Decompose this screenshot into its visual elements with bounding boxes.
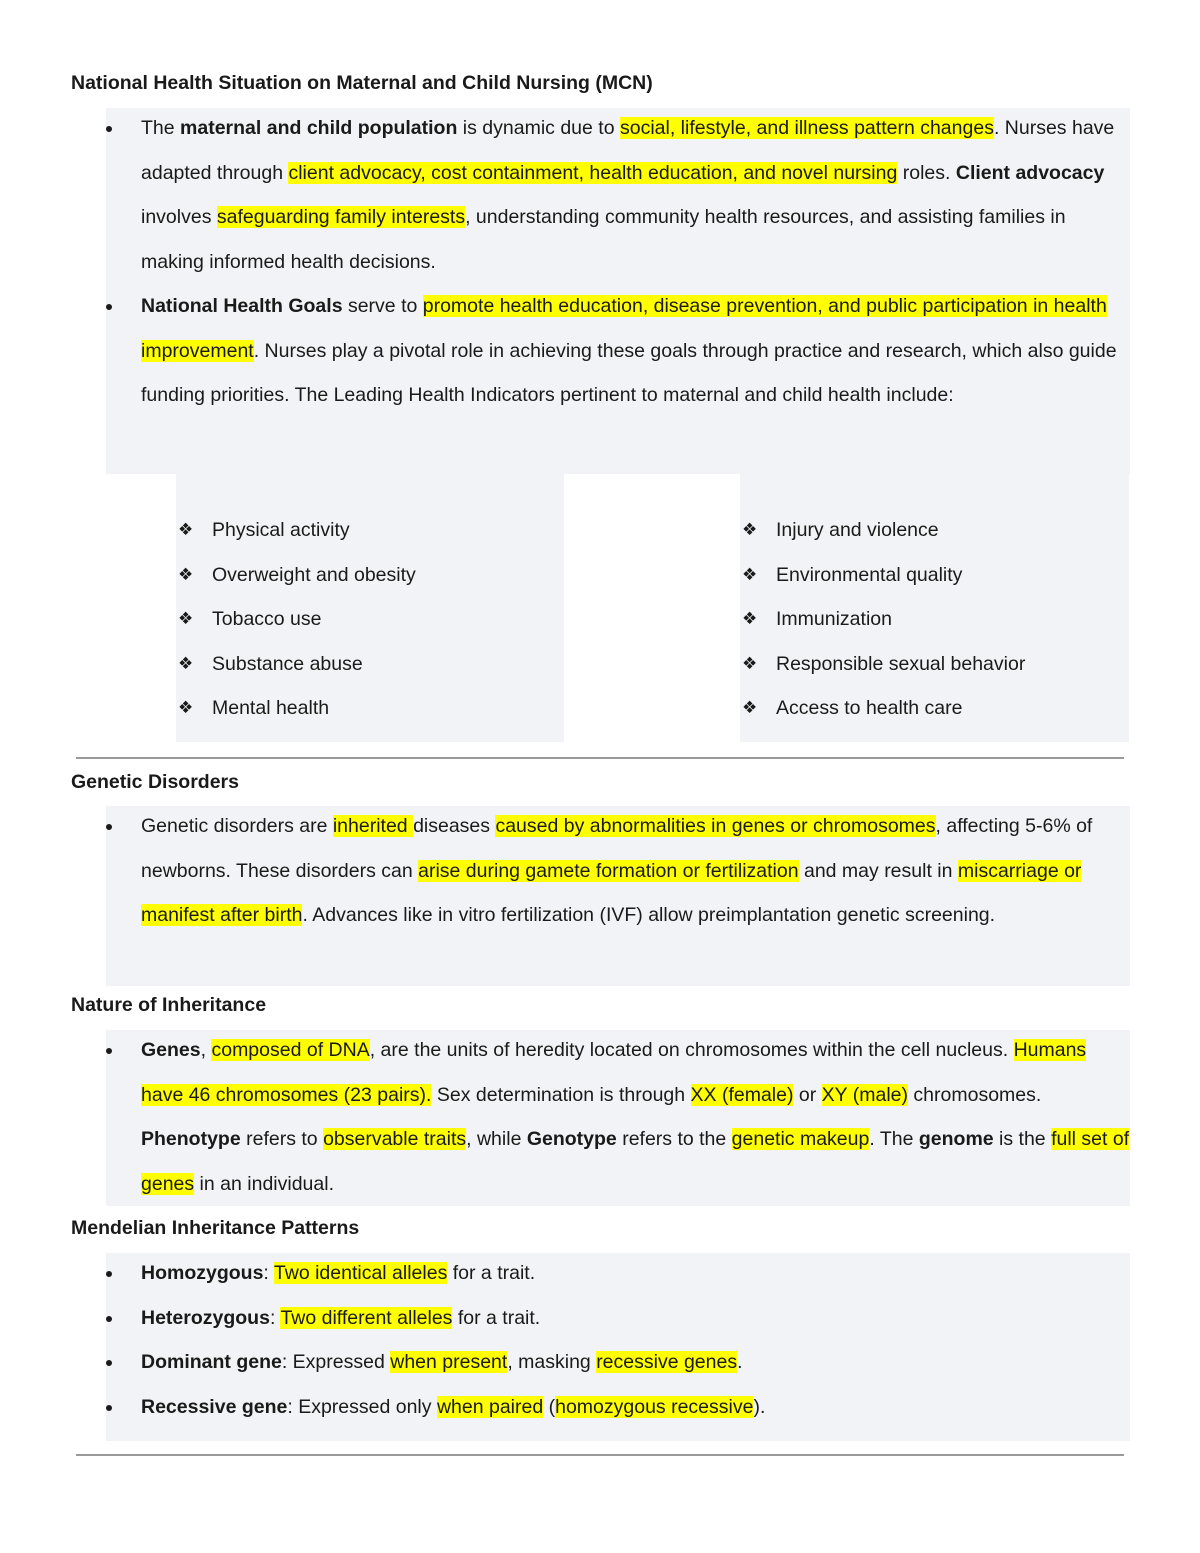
highlighted-text: homozygous recessive — [555, 1395, 754, 1418]
diamond-bullet-icon: ❖ — [178, 609, 194, 629]
text-run: . Nurses play a pivotal role in achieving these goals through practice and research, which also guide funding priorities. The Leading Health Indicators pertinent to maternal and child health include: — [141, 339, 1117, 407]
indicator-label: Immunization — [776, 608, 892, 631]
text-run: , affecting 5-6% of newborns. These disorders can — [141, 815, 1093, 882]
paragraph-mcn-population — [141, 106, 1131, 284]
highlighted-text: caused by abnormalities in genes or chromosomes — [495, 815, 936, 837]
text-run: is dynamic due to — [457, 117, 620, 139]
diamond-bullet-icon: ❖ — [178, 698, 194, 718]
diamond-bullet-icon: ❖ — [178, 653, 194, 673]
indicator-label: Overweight and obesity — [212, 563, 416, 586]
text-run: . Advances like in vitro fertilization (IVF) allow preimplantation genetic screening. — [302, 904, 996, 927]
text-run: . Nurses have adapted through — [141, 117, 1115, 184]
text-run: , masking — [507, 1351, 597, 1374]
mendelian-item — [141, 1251, 1131, 1296]
text-run: , understanding community health resources, and assisting families in making informed health decisions. — [141, 206, 1066, 273]
indicator-label: Environmental quality — [776, 563, 963, 586]
bold-term: Homozygous — [141, 1262, 264, 1284]
diamond-bullet-icon: ❖ — [742, 564, 758, 584]
text-run: : Expressed only — [287, 1395, 437, 1418]
highlighted-text: genetic makeup — [731, 1128, 870, 1151]
highlighted-text: safeguarding family interests — [216, 206, 466, 229]
section-divider — [76, 1454, 1124, 1456]
bold-term: genome — [918, 1128, 994, 1151]
paragraph-nature-of-inheritance — [141, 1028, 1131, 1206]
bold-term: Genotype — [526, 1128, 617, 1151]
text-run: : — [263, 1262, 274, 1284]
bullet-dot — [106, 1316, 112, 1322]
text-run: is the — [993, 1128, 1052, 1151]
paragraph-national-health-goals — [141, 284, 1131, 418]
bullet-dot — [106, 1405, 112, 1411]
indicator-label: Substance abuse — [212, 652, 363, 675]
indicator-label: Physical activity — [212, 519, 350, 541]
heading-national-health-situation: National Health Situation on Maternal and Child Nursing (MCN) — [71, 72, 653, 94]
highlighted-text: client advocacy, cost containment, health education, and novel nursing — [288, 161, 898, 184]
diamond-bullet-icon: ❖ — [178, 564, 194, 584]
mendelian-item — [141, 1296, 1131, 1341]
heading-mendelian-inheritance: Mendelian Inheritance Patterns — [71, 1217, 360, 1239]
text-run: for a trait. — [452, 1306, 541, 1329]
bold-term: Genes — [141, 1039, 201, 1061]
diamond-bullet-icon: ❖ — [742, 609, 758, 629]
bold-term: National Health Goals — [141, 295, 343, 317]
bullet-dot — [106, 1048, 112, 1054]
text-run: Genetic disorders are — [141, 815, 333, 837]
bullet-dot — [106, 304, 112, 310]
text-run: diseases — [413, 815, 496, 837]
paragraph-genetic-disorders — [141, 804, 1131, 938]
highlighted-text: XY (male) — [821, 1083, 909, 1106]
section-divider — [76, 757, 1124, 759]
text-run: ( — [543, 1395, 556, 1418]
highlighted-text: miscarriage or manifest after birth — [141, 859, 1082, 927]
bullet-dot — [106, 824, 112, 830]
text-run: : Expressed — [281, 1351, 391, 1374]
text-run: or — [793, 1083, 822, 1106]
text-run: : — [269, 1306, 281, 1329]
highlighted-text: recessive genes — [596, 1351, 738, 1374]
text-run: . The — [869, 1128, 919, 1151]
text-run: and may result in — [798, 859, 958, 882]
diamond-bullet-icon: ❖ — [742, 698, 758, 718]
highlighted-text: promote health education, disease prevention, and public participation in health improvement — [141, 295, 1107, 362]
text-run: The — [141, 117, 181, 139]
text-run: in an individual. — [194, 1172, 334, 1195]
text-run: for a trait. — [447, 1262, 536, 1284]
bold-term: Dominant gene — [141, 1351, 282, 1374]
bold-term: Client advocacy — [955, 161, 1105, 184]
text-run: , — [200, 1039, 212, 1061]
indicator-label: Access to health care — [776, 697, 963, 720]
indicator-label: Injury and violence — [776, 519, 939, 541]
bold-term: Heterozygous — [141, 1306, 270, 1329]
heading-nature-of-inheritance: Nature of Inheritance — [71, 994, 267, 1016]
text-run: chromosomes. — [908, 1083, 1042, 1106]
text-run: refers to — [240, 1128, 324, 1151]
text-run: serve to — [342, 295, 423, 317]
highlighted-text: composed of DNA — [211, 1039, 370, 1061]
diamond-bullet-icon: ❖ — [742, 653, 758, 673]
text-run: refers to the — [616, 1128, 732, 1151]
bullet-dot — [106, 1271, 112, 1277]
text-run: , are the units of heredity located on chromosomes within the cell nucleus. — [369, 1039, 1014, 1061]
indicator-label: Responsible sexual behavior — [776, 652, 1026, 675]
bold-term: maternal and child population — [180, 117, 458, 139]
diamond-bullet-icon: ❖ — [742, 520, 758, 539]
highlighted-text: observable traits — [323, 1128, 467, 1151]
highlighted-text: arise during gamete formation or fertilization — [418, 859, 799, 882]
highlighted-text: social, lifestyle, and illness pattern changes — [619, 117, 994, 139]
diamond-bullet-icon: ❖ — [178, 520, 194, 539]
highlighted-text: Humans have 46 chromosomes (23 pairs). — [141, 1039, 1087, 1106]
text-run: roles. — [897, 161, 956, 184]
highlighted-text: full set of genes — [141, 1128, 1130, 1195]
mendelian-item — [141, 1385, 1131, 1430]
text-run: . — [737, 1351, 743, 1374]
indicator-label: Tobacco use — [212, 608, 322, 631]
highlighted-text: Two identical alleles — [273, 1262, 448, 1284]
text-run: Sex determination is through — [431, 1083, 691, 1106]
highlighted-text: XX (female) — [690, 1083, 794, 1106]
text-run: involves — [141, 206, 217, 229]
bullet-dot — [106, 126, 112, 132]
text-run: , while — [466, 1128, 527, 1151]
mendelian-item — [141, 1340, 1131, 1385]
heading-genetic-disorders: Genetic Disorders — [71, 771, 239, 793]
highlighted-text: when paired — [436, 1395, 544, 1418]
bold-term: Recessive gene — [141, 1395, 288, 1418]
indicator-label: Mental health — [212, 697, 330, 720]
highlighted-text: inherited — [332, 815, 414, 837]
text-run: ). — [753, 1395, 766, 1418]
bold-term: Phenotype — [141, 1128, 241, 1151]
highlighted-text: when present — [390, 1351, 508, 1374]
highlighted-text: Two different alleles — [280, 1306, 453, 1329]
